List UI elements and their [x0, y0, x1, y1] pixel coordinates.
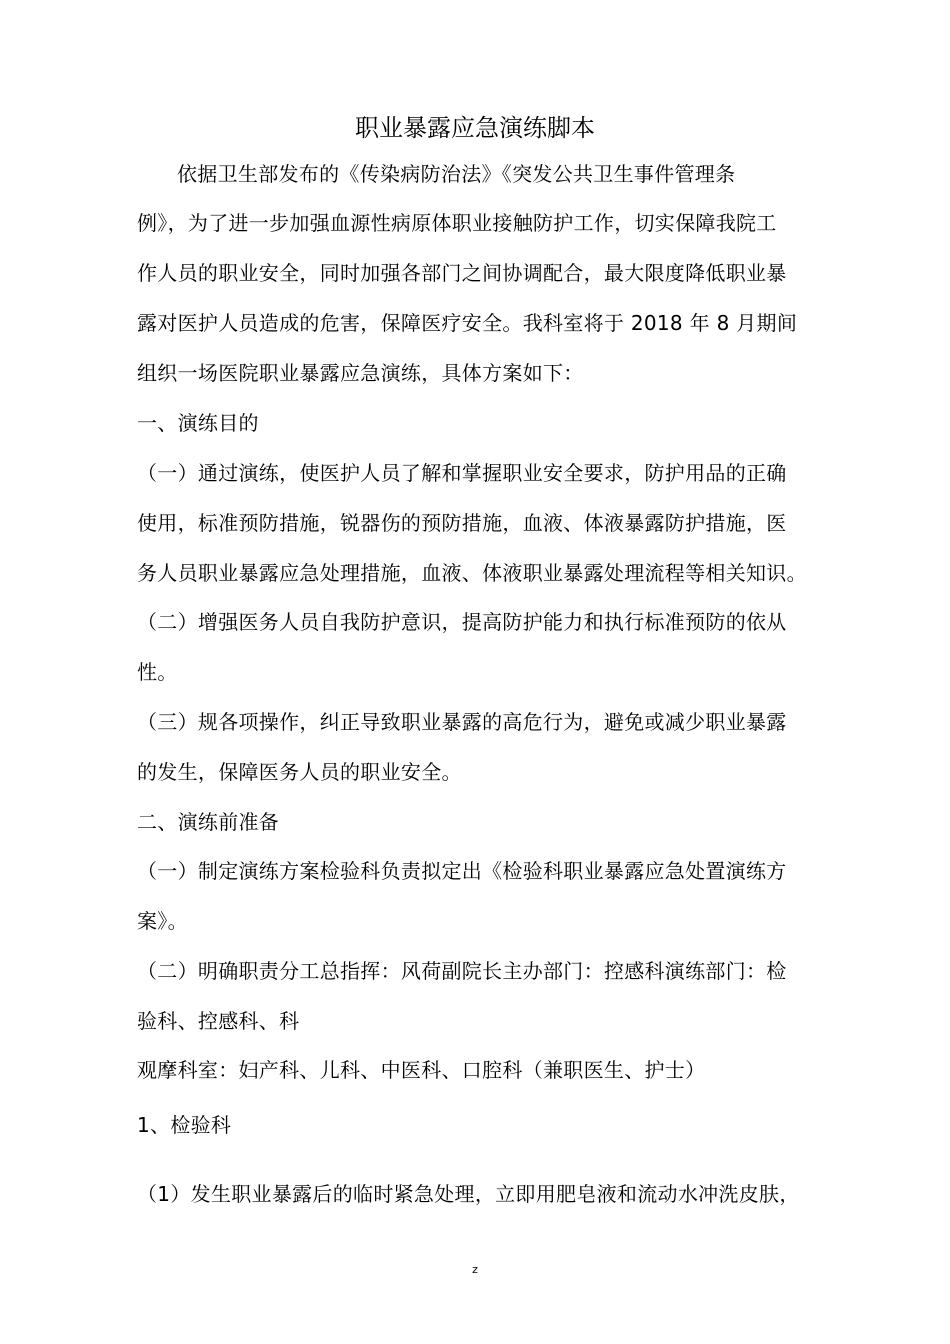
paragraph-line: 的发生，保障医务人员的职业安全。 — [137, 760, 462, 784]
paragraph-line: 依据卫生部发布的《传染病防治法》《突发公共卫生事件管理条 — [177, 162, 736, 186]
paragraph-line: 验科、控感科、科 — [137, 1009, 300, 1033]
paragraph-line: 露对医护人员造成的危害，保障医疗安全。我科室将于 2018 年 8 月期间 — [137, 311, 798, 335]
section-heading: 一、演练目的 — [137, 411, 259, 435]
paragraph-line: 使用，标准预防措施，锐器伤的预防措施，血液、体液暴露防护措施，医 — [137, 511, 787, 535]
section-heading: 二、演练前准备 — [137, 810, 280, 834]
paragraph-line: （三）规各项操作，纠正导致职业暴露的高危行为，避免或减少职业暴露 — [137, 710, 787, 734]
paragraph-line: （一）制定演练方案检验科负责拟定出《检验科职业暴露应急处置演练方 — [137, 859, 787, 883]
paragraph-line: （二）明确职责分工总指挥：风荷副院长主办部门：控感科演练部门：检 — [137, 959, 787, 983]
paragraph-line: 案》。 — [137, 909, 188, 933]
paragraph-line: （1）发生职业暴露后的临时紧急处理，立即用肥皂液和流动水冲洗皮肤， — [137, 1182, 800, 1206]
paragraph-line: （一）通过演练，使医护人员了解和掌握职业安全要求，防护用品的正确 — [137, 461, 787, 485]
subsection-heading: 1、检验科 — [137, 1113, 232, 1137]
paragraph-line: （二）增强医务人员自我防护意识，提高防护能力和执行标准预防的依从 — [137, 610, 787, 634]
paragraph-line: 性。 — [137, 660, 178, 684]
paragraph-line: 例》，为了进一步加强血源性病原体职业接触防护工作，切实保障我院工 — [137, 211, 777, 235]
document-title: 职业暴露应急演练脚本 — [355, 114, 595, 142]
paragraph-line: 作人员的职业安全，同时加强各部门之间协调配合，最大限度降低职业暴 — [137, 261, 787, 285]
paragraph-line: 观摩科室：妇产科、儿科、中医科、口腔科（兼职医生、护士） — [137, 1058, 706, 1082]
paragraph-line: 务人员职业暴露应急处理措施，血液、体液职业暴露处理流程等相关知识。 — [137, 561, 807, 585]
paragraph-line: 组织一场医院职业暴露应急演练，具体方案如下： — [137, 361, 584, 385]
page-footer: z — [472, 1263, 478, 1276]
